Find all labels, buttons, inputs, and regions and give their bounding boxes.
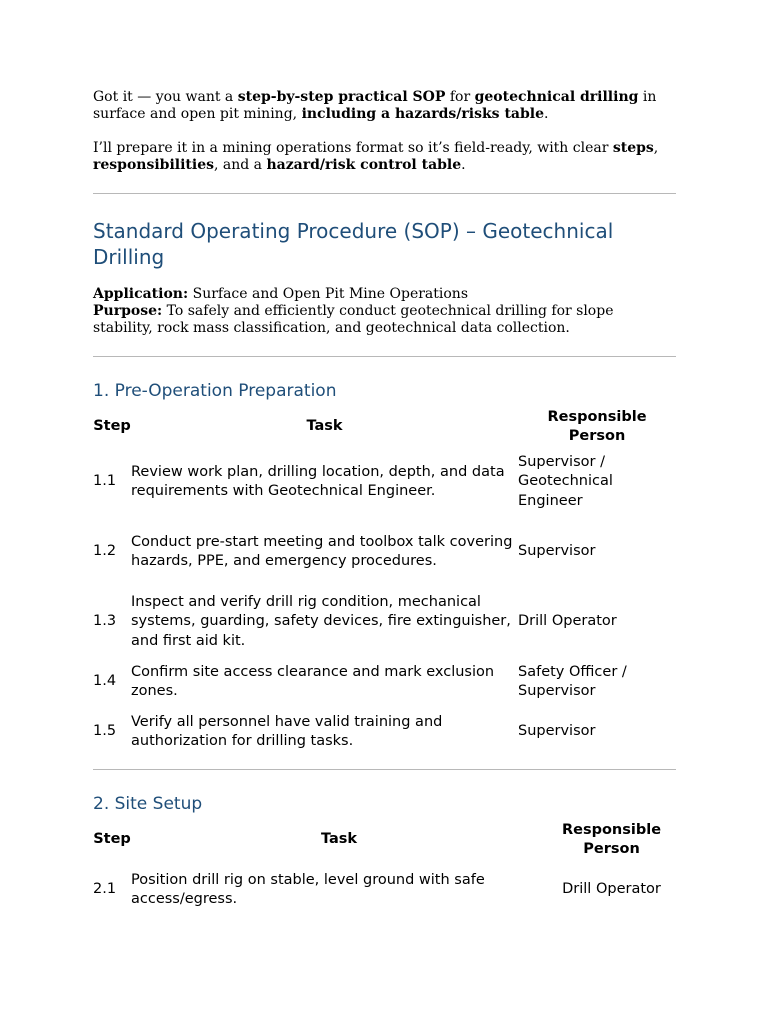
header-responsible: Responsible Person <box>561 821 662 857</box>
intro-paragraph-1 <box>93 89 676 123</box>
divider <box>93 356 676 357</box>
intro-bold-text: geotechnical drilling <box>474 89 639 105</box>
intro-bold-text: hazard/risk control table <box>266 157 462 173</box>
section-2-title: 2. Site Setup <box>93 794 203 814</box>
intro-text: . <box>461 157 466 173</box>
step-number: 1.5 <box>93 723 117 740</box>
section-1-table <box>93 407 676 757</box>
application-label: Application: <box>93 286 189 302</box>
purpose-value: To safely and efficiently conduct geotechnical drilling for slope stability, rock mass classification, and geotechnical data collection. <box>93 303 614 336</box>
step-number: 1.3 <box>93 613 117 630</box>
header-step: Step <box>93 418 131 435</box>
intro-bold-text: responsibilities <box>93 157 214 173</box>
purpose-label: Purpose: <box>93 303 163 319</box>
application-line <box>93 286 676 303</box>
section-1-title: 1. Pre-Operation Preparation <box>93 381 337 401</box>
step-number: 2.1 <box>93 881 117 898</box>
purpose-line <box>93 303 676 337</box>
responsible-person: Supervisor / Geotechnical Engineer <box>518 453 613 509</box>
task-text: Conduct pre-start meeting and toolbox talk covering hazards, PPE, and emergency procedures. <box>131 533 513 569</box>
header-step: Step <box>93 831 131 848</box>
intro-text: in surface and open pit mining, <box>93 89 657 122</box>
intro-text: . <box>544 106 549 122</box>
task-text: Confirm site access clearance and mark exclusion zones. <box>131 663 495 699</box>
intro-text: , and a <box>214 157 267 173</box>
table-row <box>93 657 676 707</box>
responsible-person: Supervisor <box>518 543 596 560</box>
table-header-row <box>93 407 676 447</box>
table-row <box>93 860 676 920</box>
step-number: 1.4 <box>93 673 117 690</box>
intro-text: Got it — you want a <box>93 89 238 105</box>
intro-bold-text: step-by-step practical SOP <box>237 89 446 105</box>
task-text: Review work plan, drilling location, depth, and data requirements with Geotechnical Engineer. <box>131 463 505 499</box>
header-task: Task <box>320 831 358 848</box>
intro-bold-text: steps <box>612 140 654 156</box>
responsible-person: Safety Officer / Supervisor <box>518 663 627 699</box>
task-text: Inspect and verify drill rig condition, mechanical systems, guarding, safety devices, fire extinguisher, and first aid kit. <box>131 593 511 649</box>
step-number: 1.1 <box>93 473 117 490</box>
table-row <box>93 587 676 657</box>
table-row <box>93 447 676 517</box>
header-task: Task <box>306 418 343 435</box>
intro-text: , <box>653 140 659 156</box>
application-value: Surface and Open Pit Mine Operations <box>188 286 469 302</box>
section-2-table <box>93 820 676 920</box>
responsible-person: Drill Operator <box>562 881 661 898</box>
document-page <box>93 86 676 920</box>
document-title: Standard Operating Procedure (SOP) – Geotechnical Drilling <box>93 219 614 269</box>
divider <box>93 769 676 770</box>
intro-paragraph-2 <box>93 140 676 174</box>
task-text: Position drill rig on stable, level ground with safe access/egress. <box>131 871 485 907</box>
header-responsible: Responsible Person <box>547 408 647 444</box>
intro-text: for <box>445 89 475 105</box>
table-row <box>93 517 676 587</box>
intro-bold-text: including a hazards/risks table <box>301 106 544 122</box>
task-text: Verify all personnel have valid training and authorization for drilling tasks. <box>131 713 443 749</box>
step-number: 1.2 <box>93 543 117 560</box>
responsible-person: Supervisor <box>518 723 596 740</box>
table-header-row <box>93 820 676 860</box>
intro-text: I’ll prepare it in a mining operations format so it’s field-ready, with clear <box>93 140 613 156</box>
responsible-person: Drill Operator <box>518 613 617 630</box>
table-row <box>93 707 676 757</box>
divider <box>93 193 676 194</box>
